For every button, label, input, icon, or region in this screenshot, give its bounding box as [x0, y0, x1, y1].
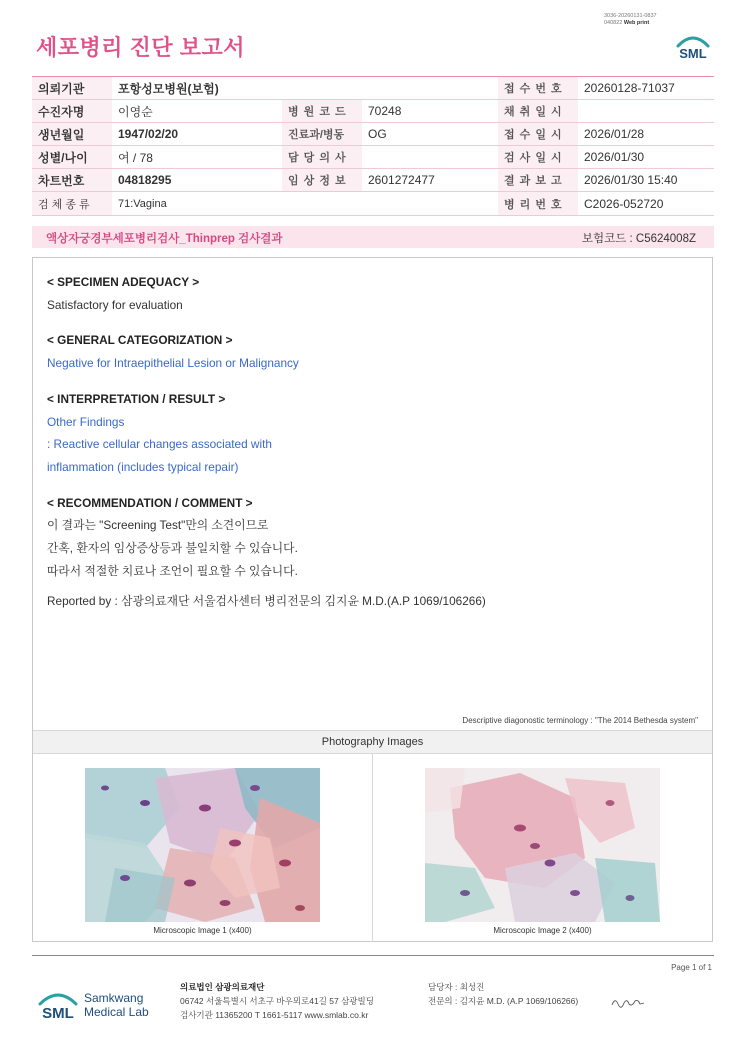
- label-chart-number: 차트번호: [32, 169, 112, 192]
- terminology-note: Descriptive diagonostic terminology : "The 2014 Bethesda system": [462, 716, 698, 725]
- label-accession-number: 접 수 번 호: [498, 77, 578, 100]
- label-physician: 담 당 의 사: [282, 146, 362, 169]
- report-text: [47, 271, 687, 613]
- footer-contact: 검사기관 11365200 T 1661-5117 www.smlab.co.kr: [180, 1010, 369, 1020]
- label-test-date: 검 사 일 시: [498, 146, 578, 169]
- label-collection-date: 채 취 일 시: [498, 100, 578, 123]
- table-row: [32, 123, 714, 146]
- label-requesting-institution: 의뢰기관: [32, 77, 112, 100]
- patient-info-table: [32, 76, 714, 216]
- insurance-code: 보험코드 : C5624008Z: [581, 233, 696, 245]
- signature-icon: [610, 995, 646, 1009]
- test-name-bar: [32, 226, 714, 248]
- footer-org-name: 의료법인 삼광의료재단: [180, 982, 265, 992]
- value-collection-date: [578, 100, 714, 123]
- label-birth-date: 생년월일: [32, 123, 112, 146]
- recommendation-line1: 이 결과는 "Screening Test"만의 소견이므로: [47, 518, 269, 533]
- caption-image-1: Microscopic Image 1 (x400): [153, 926, 252, 935]
- value-physician: [362, 146, 498, 169]
- label-specimen-type: 검 체 종 류: [32, 192, 112, 215]
- table-row: [32, 100, 714, 123]
- label-sex-age: 성별/나이: [32, 146, 112, 169]
- footer-staff-info: [428, 980, 578, 1008]
- report-box: [32, 257, 713, 942]
- value-clinical-info: 2601272477: [362, 169, 498, 192]
- table-row: [32, 77, 714, 100]
- label-department: 진료과/병동: [282, 123, 362, 146]
- photography-header: Photography Images: [33, 730, 712, 754]
- footer-org-info: [180, 980, 374, 1022]
- microscopic-image-2: [425, 768, 660, 922]
- reported-by: Reported by : 삼광의료재단 서울검사센터 병리전문의 김지윤 M.D.(A.P 1069/106266): [47, 594, 486, 609]
- table-row: [32, 192, 714, 215]
- label-clinical-info: 임 상 정 보: [282, 169, 362, 192]
- value-pathology-number: C2026-052720: [578, 192, 714, 215]
- recommendation-line3: 따라서 적절한 치료나 조언이 필요할 수 있습니다.: [47, 563, 298, 578]
- label-result-report: 결 과 보 고: [498, 169, 578, 192]
- value-birth-date: 1947/02/20: [112, 123, 282, 146]
- label-receipt-date: 접 수 일 시: [498, 123, 578, 146]
- print-code-line2: 040822: [604, 20, 623, 26]
- photo-cell-1: [33, 754, 373, 942]
- value-hospital-code: 70248: [362, 100, 498, 123]
- interpretation-line3: inflammation (includes typical repair): [47, 459, 239, 474]
- page-title: 세포병리 진단 보고서: [36, 35, 245, 60]
- print-code-line1: 3036-20260131-0837: [604, 13, 657, 19]
- recommendation-line2: 간혹, 환자의 임상증상등과 불일치할 수 있습니다.: [47, 541, 298, 556]
- footer-logo-abbr: SML: [42, 1005, 74, 1022]
- table-row: [32, 146, 714, 169]
- footer-logo-name2: Medical Lab: [84, 1005, 149, 1019]
- label-pathology-number: 병 리 번 호: [498, 192, 578, 215]
- microscopic-image-1: [85, 768, 320, 922]
- footer-logo-name1: Samkwang: [84, 991, 144, 1005]
- footer-staff: 담당자 : 최성진: [428, 982, 485, 992]
- value-result-report: 2026/01/30 15:40: [578, 169, 714, 192]
- value-requesting-institution: 포항성모병원(보험): [112, 77, 498, 100]
- label-patient-name: 수진자명: [32, 100, 112, 123]
- value-sex-age: 여 / 78: [112, 146, 282, 169]
- sml-logo-text: SML: [679, 46, 707, 61]
- footer-specialist: 전문의 : 김지윤 M.D. (A.P 1069/106266): [428, 996, 579, 1006]
- footer-divider: [32, 955, 714, 956]
- value-specimen-type: 71:Vagina: [112, 192, 498, 215]
- sml-logo-icon: [672, 30, 714, 64]
- print-code: [604, 13, 694, 27]
- value-patient-name: 이영순: [112, 100, 282, 123]
- value-chart-number: 04818295: [112, 169, 282, 192]
- section-general-categorization: < GENERAL CATEGORIZATION >: [47, 333, 233, 348]
- value-accession-number: 20260128-71037: [578, 77, 714, 100]
- value-test-date: 2026/01/30: [578, 146, 714, 169]
- specimen-adequacy-text: Satisfactory for evaluation: [47, 297, 183, 312]
- section-recommendation: < RECOMMENDATION / COMMENT >: [47, 495, 253, 510]
- label-hospital-code: 병 원 코 드: [282, 100, 362, 123]
- interpretation-line1: Other Findings: [47, 414, 125, 429]
- page-number: Page 1 of 1: [671, 963, 712, 972]
- test-name: 액상자궁경부세포병리검사_Thinprep 검사결과: [46, 233, 283, 245]
- section-interpretation: < INTERPRETATION / RESULT >: [47, 391, 226, 406]
- interpretation-line2: : Reactive cellular changes associated with: [47, 437, 272, 452]
- footer-address: 06742 서울특별시 서초구 바우뫼로41길 57 삼광빌딩: [180, 996, 374, 1006]
- value-receipt-date: 2026/01/28: [578, 123, 714, 146]
- caption-image-2: Microscopic Image 2 (x400): [493, 926, 592, 935]
- table-row: [32, 169, 714, 192]
- general-categorization-text: Negative for Intraepithelial Lesion or Malignancy: [47, 356, 299, 371]
- photo-cell-2: [373, 754, 712, 942]
- web-print-label: Web print: [623, 20, 650, 26]
- section-specimen-adequacy: < SPECIMEN ADEQUACY >: [47, 275, 200, 289]
- value-department: OG: [362, 123, 498, 146]
- samkwang-logo-icon: [38, 982, 198, 1026]
